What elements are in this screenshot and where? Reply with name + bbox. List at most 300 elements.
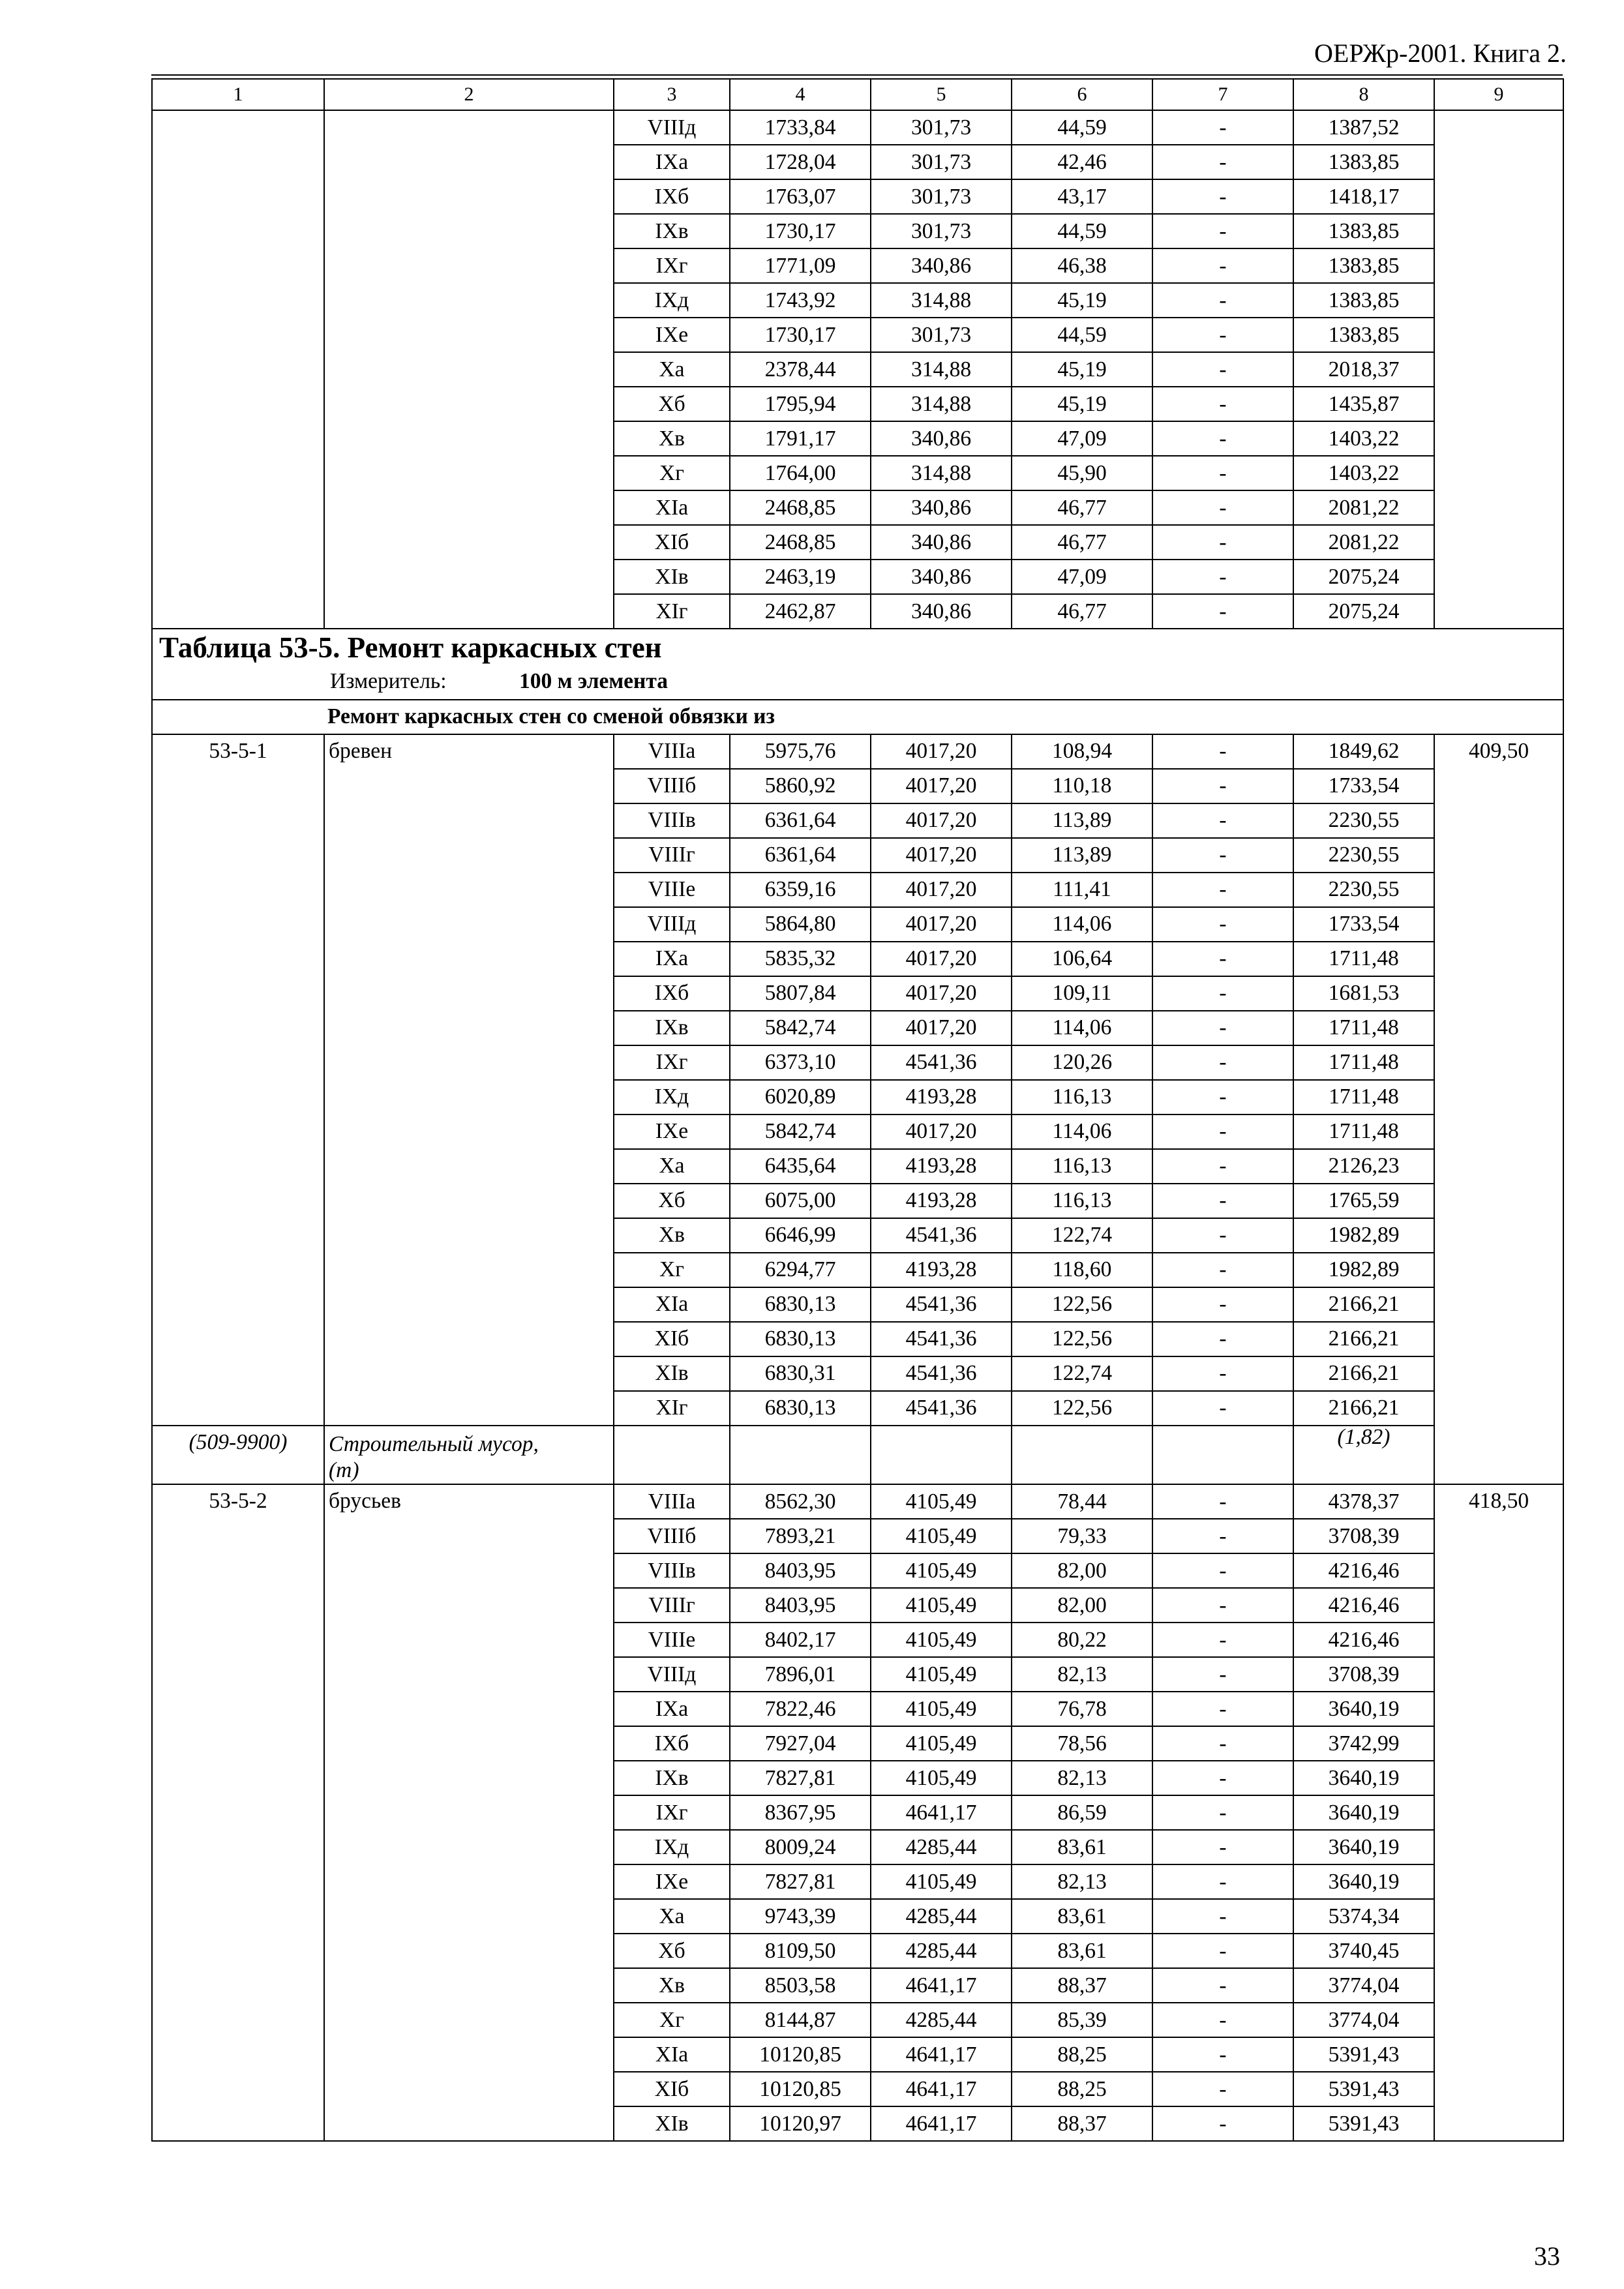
- table-cell: 8009,24: [730, 1830, 871, 1864]
- table-cell: -: [1152, 179, 1293, 214]
- table-cell: -: [1152, 1184, 1293, 1218]
- table-cell: 1711,48: [1293, 1115, 1434, 1149]
- table-cell: -: [1152, 1080, 1293, 1115]
- table-cell: IXд: [614, 283, 730, 318]
- table-cell: 122,56: [1012, 1391, 1152, 1426]
- table-cell: 78,56: [1012, 1726, 1152, 1761]
- table-cell: -: [1152, 1864, 1293, 1899]
- table-cell: 86,59: [1012, 1795, 1152, 1830]
- table-cell: IXб: [614, 976, 730, 1011]
- table-cell: -: [1152, 145, 1293, 179]
- table-cell: 47,09: [1012, 560, 1152, 594]
- table-cell: 88,37: [1012, 2106, 1152, 2141]
- table-cell: 113,89: [1012, 803, 1152, 838]
- table-cell: 78,44: [1012, 1484, 1152, 1519]
- table-cell: 4105,49: [871, 1692, 1012, 1726]
- table-cell: 4017,20: [871, 803, 1012, 838]
- debris-name-line2: (т): [329, 1458, 359, 1482]
- table-cell: 79,33: [1012, 1519, 1152, 1553]
- table-cell: 4641,17: [871, 2072, 1012, 2106]
- table-cell: 301,73: [871, 179, 1012, 214]
- table-cell: 8144,87: [730, 2003, 871, 2037]
- table-cell: -: [1152, 1011, 1293, 1045]
- empty-cell: [1012, 1426, 1152, 1484]
- table-cell: IXа: [614, 1692, 730, 1726]
- column-number: 9: [1434, 79, 1563, 110]
- table-cell: 4378,37: [1293, 1484, 1434, 1519]
- table-cell: Xа: [614, 1149, 730, 1184]
- table-cell: IXб: [614, 1726, 730, 1761]
- code-cell: [152, 110, 324, 629]
- table-cell: 4105,49: [871, 1553, 1012, 1588]
- table-cell: 1383,85: [1293, 145, 1434, 179]
- estimate-table-body: [152, 79, 1563, 2141]
- table-cell: IXг: [614, 248, 730, 283]
- table-cell: VIIIе: [614, 873, 730, 907]
- table-cell: 4017,20: [871, 942, 1012, 976]
- table-cell: 4285,44: [871, 2003, 1012, 2037]
- table-cell: 5860,92: [730, 769, 871, 803]
- table-cell: 301,73: [871, 318, 1012, 352]
- item-col9: 409,50: [1434, 734, 1563, 1484]
- column-number: 4: [730, 79, 871, 110]
- table-cell: -: [1152, 1692, 1293, 1726]
- table-cell: -: [1152, 1553, 1293, 1588]
- table-cell: 4017,20: [871, 1011, 1012, 1045]
- table-cell: 2463,19: [730, 560, 871, 594]
- table-cell: VIIIг: [614, 1588, 730, 1623]
- table-cell: 6830,13: [730, 1287, 871, 1322]
- table-cell: -: [1152, 803, 1293, 838]
- column-number-row: [152, 79, 1563, 110]
- table-cell: 4017,20: [871, 907, 1012, 942]
- table-cell: XIб: [614, 1322, 730, 1356]
- table-cell: -: [1152, 490, 1293, 525]
- table-cell: Xв: [614, 1968, 730, 2003]
- table-cell: 1982,89: [1293, 1218, 1434, 1253]
- table-cell: XIб: [614, 525, 730, 560]
- col9-cell: [1434, 110, 1563, 629]
- table-cell: -: [1152, 248, 1293, 283]
- table-cell: Xг: [614, 1253, 730, 1287]
- table-cell: 301,73: [871, 145, 1012, 179]
- table-cell: VIIIб: [614, 1519, 730, 1553]
- table-cell: VIIIв: [614, 1553, 730, 1588]
- table-cell: -: [1152, 942, 1293, 976]
- table-cell: 106,64: [1012, 942, 1152, 976]
- table-cell: -: [1152, 1830, 1293, 1864]
- table-cell: 4541,36: [871, 1045, 1012, 1080]
- table-cell: 301,73: [871, 214, 1012, 248]
- table-cell: 1743,92: [730, 283, 871, 318]
- table-cell: 5842,74: [730, 1115, 871, 1149]
- table-cell: XIв: [614, 2106, 730, 2141]
- table-cell: -: [1152, 1899, 1293, 1934]
- table-cell: 2378,44: [730, 352, 871, 387]
- table-cell: -: [1152, 1623, 1293, 1657]
- table-cell: XIа: [614, 2037, 730, 2072]
- table-cell: -: [1152, 1322, 1293, 1356]
- table-cell: 4017,20: [871, 873, 1012, 907]
- table-cell: 2081,22: [1293, 490, 1434, 525]
- table-cell: -: [1152, 734, 1293, 769]
- debris-name-line1: Строительный мусор,: [329, 1431, 539, 1456]
- table-cell: 340,86: [871, 525, 1012, 560]
- table-cell: 82,13: [1012, 1864, 1152, 1899]
- table-cell: Xв: [614, 421, 730, 456]
- table-cell: 2018,37: [1293, 352, 1434, 387]
- table-cell: Xб: [614, 1184, 730, 1218]
- table-cell: 76,78: [1012, 1692, 1152, 1726]
- table-cell: 4105,49: [871, 1623, 1012, 1657]
- table-cell: 82,13: [1012, 1657, 1152, 1692]
- table-cell: IXв: [614, 1011, 730, 1045]
- table-cell: 2230,55: [1293, 803, 1434, 838]
- table-cell: XIв: [614, 560, 730, 594]
- table-cell: 8367,95: [730, 1795, 871, 1830]
- table-cell: -: [1152, 318, 1293, 352]
- table-cell: -: [1152, 456, 1293, 490]
- table-cell: 1771,09: [730, 248, 871, 283]
- table-cell: 1791,17: [730, 421, 871, 456]
- item-name: брусьев: [324, 1484, 614, 2141]
- table-cell: 116,13: [1012, 1080, 1152, 1115]
- table-cell: 5835,32: [730, 942, 871, 976]
- table-cell: 4541,36: [871, 1218, 1012, 1253]
- table-cell: 1383,85: [1293, 283, 1434, 318]
- table-cell: 82,00: [1012, 1553, 1152, 1588]
- table-cell: -: [1152, 525, 1293, 560]
- table-cell: 118,60: [1012, 1253, 1152, 1287]
- table-cell: 3640,19: [1293, 1795, 1434, 1830]
- table-cell: 1763,07: [730, 179, 871, 214]
- table-cell: IXг: [614, 1795, 730, 1830]
- table-cell: -: [1152, 1253, 1293, 1287]
- table-cell: Xг: [614, 456, 730, 490]
- table-cell: 7927,04: [730, 1726, 871, 1761]
- table-cell: 2075,24: [1293, 594, 1434, 629]
- item-code: 53-5-2: [152, 1484, 324, 2141]
- table-cell: -: [1152, 283, 1293, 318]
- table-cell: -: [1152, 352, 1293, 387]
- table-cell: 1795,94: [730, 387, 871, 421]
- estimate-table: [151, 78, 1564, 2142]
- table-cell: -: [1152, 1218, 1293, 1253]
- table-cell: VIIIд: [614, 1657, 730, 1692]
- table-cell: 1711,48: [1293, 942, 1434, 976]
- table-cell: -: [1152, 1726, 1293, 1761]
- table-cell: Xб: [614, 1934, 730, 1968]
- table-cell: 46,77: [1012, 525, 1152, 560]
- table-cell: -: [1152, 1795, 1293, 1830]
- table-cell: XIв: [614, 1356, 730, 1391]
- table-cell: 7827,81: [730, 1864, 871, 1899]
- table-cell: 4105,49: [871, 1657, 1012, 1692]
- table-cell: IXв: [614, 1761, 730, 1795]
- table-cell: VIIIв: [614, 803, 730, 838]
- table-cell: 7827,81: [730, 1761, 871, 1795]
- table-cell: 45,19: [1012, 283, 1152, 318]
- table-cell: 47,09: [1012, 421, 1152, 456]
- table-cell: 8402,17: [730, 1623, 871, 1657]
- table-cell: IXб: [614, 179, 730, 214]
- table-cell: 4105,49: [871, 1484, 1012, 1519]
- table-cell: -: [1152, 873, 1293, 907]
- table-cell: 88,25: [1012, 2037, 1152, 2072]
- table-cell: -: [1152, 110, 1293, 145]
- page-number: 33: [1534, 2241, 1560, 2271]
- table-cell: 3640,19: [1293, 1830, 1434, 1864]
- table-cell: 3774,04: [1293, 2003, 1434, 2037]
- table-cell: IXв: [614, 214, 730, 248]
- table-cell: 83,61: [1012, 1934, 1152, 1968]
- column-number: 6: [1012, 79, 1152, 110]
- table-cell: 111,41: [1012, 873, 1152, 907]
- table-cell: 8109,50: [730, 1934, 871, 1968]
- table-cell: 88,25: [1012, 2072, 1152, 2106]
- table-cell: 7822,46: [730, 1692, 871, 1726]
- table-cell: 3742,99: [1293, 1726, 1434, 1761]
- table-cell: 1711,48: [1293, 1045, 1434, 1080]
- table-cell: 340,86: [871, 560, 1012, 594]
- table-cell: 340,86: [871, 248, 1012, 283]
- table-cell: 301,73: [871, 110, 1012, 145]
- table-cell: 4641,17: [871, 2037, 1012, 2072]
- table-cell: 1383,85: [1293, 214, 1434, 248]
- debris-row: [152, 1426, 1563, 1484]
- empty-cell: [614, 1426, 730, 1484]
- table-cell: 1418,17: [1293, 179, 1434, 214]
- table-cell: -: [1152, 421, 1293, 456]
- table-cell: 1733,84: [730, 110, 871, 145]
- table-cell: 122,74: [1012, 1218, 1152, 1253]
- table-cell: 2166,21: [1293, 1356, 1434, 1391]
- table-cell: 1681,53: [1293, 976, 1434, 1011]
- table-cell: -: [1152, 976, 1293, 1011]
- table-row: [152, 1484, 1563, 1519]
- empty-cell: [871, 1426, 1012, 1484]
- table-cell: 314,88: [871, 352, 1012, 387]
- table-cell: 1383,85: [1293, 318, 1434, 352]
- table-cell: 1435,87: [1293, 387, 1434, 421]
- table-cell: 46,38: [1012, 248, 1152, 283]
- table-cell: 4017,20: [871, 976, 1012, 1011]
- table-cell: 4193,28: [871, 1253, 1012, 1287]
- table-cell: XIг: [614, 1391, 730, 1426]
- table-cell: 5842,74: [730, 1011, 871, 1045]
- column-number: 1: [152, 79, 324, 110]
- table-row: [152, 734, 1563, 769]
- table-cell: -: [1152, 838, 1293, 873]
- table-cell: 4193,28: [871, 1184, 1012, 1218]
- table-cell: IXг: [614, 1045, 730, 1080]
- table-cell: 5975,76: [730, 734, 871, 769]
- table-cell: 1764,00: [730, 456, 871, 490]
- column-number: 2: [324, 79, 614, 110]
- table-cell: IXд: [614, 1080, 730, 1115]
- table-cell: 5864,80: [730, 907, 871, 942]
- table-cell: 4285,44: [871, 1934, 1012, 1968]
- table-cell: 83,61: [1012, 1899, 1152, 1934]
- item-col9: 418,50: [1434, 1484, 1563, 2141]
- unit-value: 100 м элемента: [519, 669, 668, 693]
- table-cell: 1403,22: [1293, 456, 1434, 490]
- unit-line: [159, 670, 1559, 693]
- table-cell: 44,59: [1012, 214, 1152, 248]
- table-cell: 4105,49: [871, 1519, 1012, 1553]
- table-cell: 4641,17: [871, 1968, 1012, 2003]
- table-cell: 2468,85: [730, 525, 871, 560]
- table-cell: -: [1152, 1934, 1293, 1968]
- table-cell: -: [1152, 560, 1293, 594]
- table-cell: 2081,22: [1293, 525, 1434, 560]
- table-cell: -: [1152, 1391, 1293, 1426]
- table-cell: 6294,77: [730, 1253, 871, 1287]
- table-cell: 4193,28: [871, 1149, 1012, 1184]
- table-cell: 1982,89: [1293, 1253, 1434, 1287]
- table-cell: 4285,44: [871, 1830, 1012, 1864]
- table-cell: 1403,22: [1293, 421, 1434, 456]
- table-cell: -: [1152, 1519, 1293, 1553]
- table-cell: 6075,00: [730, 1184, 871, 1218]
- table-cell: -: [1152, 594, 1293, 629]
- table-cell: 82,00: [1012, 1588, 1152, 1623]
- table-cell: 5391,43: [1293, 2037, 1434, 2072]
- table-cell: 8403,95: [730, 1553, 871, 1588]
- debris-code: (509-9900): [152, 1426, 324, 1484]
- table-cell: 2166,21: [1293, 1322, 1434, 1356]
- table-cell: 7893,21: [730, 1519, 871, 1553]
- table-cell: 4105,49: [871, 1761, 1012, 1795]
- table-cell: VIIIг: [614, 838, 730, 873]
- column-number: 7: [1152, 79, 1293, 110]
- table-cell: 44,59: [1012, 318, 1152, 352]
- table-cell: 1733,54: [1293, 769, 1434, 803]
- table-cell: 10120,97: [730, 2106, 871, 2141]
- table-cell: -: [1152, 1968, 1293, 2003]
- table-cell: 2126,23: [1293, 1149, 1434, 1184]
- unit-label: Измеритель:: [330, 669, 447, 693]
- table-cell: -: [1152, 387, 1293, 421]
- table-cell: 10120,85: [730, 2072, 871, 2106]
- table-cell: VIIIб: [614, 769, 730, 803]
- table-cell: 4216,46: [1293, 1623, 1434, 1657]
- table-cell: 1383,85: [1293, 248, 1434, 283]
- table-cell: XIа: [614, 1287, 730, 1322]
- table-cell: 1849,62: [1293, 734, 1434, 769]
- table-cell: XIа: [614, 490, 730, 525]
- table-cell: 2230,55: [1293, 838, 1434, 873]
- table-cell: Xг: [614, 2003, 730, 2037]
- table-cell: -: [1152, 1115, 1293, 1149]
- table-cell: -: [1152, 1761, 1293, 1795]
- table-cell: -: [1152, 1045, 1293, 1080]
- table-cell: 45,90: [1012, 456, 1152, 490]
- table-cell: 88,37: [1012, 1968, 1152, 2003]
- table-cell: XIг: [614, 594, 730, 629]
- table-cell: 314,88: [871, 387, 1012, 421]
- table-cell: VIIIа: [614, 734, 730, 769]
- table-cell: 2462,87: [730, 594, 871, 629]
- table-cell: 8503,58: [730, 1968, 871, 2003]
- table-cell: 4541,36: [871, 1322, 1012, 1356]
- table-cell: 1733,54: [1293, 907, 1434, 942]
- empty-cell: [730, 1426, 871, 1484]
- table-cell: -: [1152, 214, 1293, 248]
- table-cell: 1730,17: [730, 214, 871, 248]
- table-cell: 116,13: [1012, 1184, 1152, 1218]
- table-cell: 4193,28: [871, 1080, 1012, 1115]
- column-number: 3: [614, 79, 730, 110]
- table-cell: IXе: [614, 1864, 730, 1899]
- table-cell: 6830,31: [730, 1356, 871, 1391]
- table-cell: -: [1152, 2003, 1293, 2037]
- table-cell: IXа: [614, 942, 730, 976]
- table-cell: IXе: [614, 1115, 730, 1149]
- table-cell: 6359,16: [730, 873, 871, 907]
- table-cell: 4017,20: [871, 734, 1012, 769]
- table-cell: 5391,43: [1293, 2106, 1434, 2141]
- table-cell: 8403,95: [730, 1588, 871, 1623]
- table-cell: 4017,20: [871, 1115, 1012, 1149]
- table-cell: 3708,39: [1293, 1519, 1434, 1553]
- table-cell: 82,13: [1012, 1761, 1152, 1795]
- table-cell: -: [1152, 2037, 1293, 2072]
- table-cell: 314,88: [871, 283, 1012, 318]
- table-cell: 314,88: [871, 456, 1012, 490]
- table-title-row: [152, 629, 1563, 700]
- table-cell: IXд: [614, 1830, 730, 1864]
- table-cell: 42,46: [1012, 145, 1152, 179]
- table-cell: 4641,17: [871, 2106, 1012, 2141]
- table-cell: 85,39: [1012, 2003, 1152, 2037]
- table-cell: 2468,85: [730, 490, 871, 525]
- table-cell: 120,26: [1012, 1045, 1152, 1080]
- table-cell: 6830,13: [730, 1322, 871, 1356]
- table-cell: 9743,39: [730, 1899, 871, 1934]
- subheading-row: [152, 700, 1563, 734]
- table-cell: VIIIа: [614, 1484, 730, 1519]
- table-cell: 4216,46: [1293, 1588, 1434, 1623]
- table-cell: -: [1152, 2106, 1293, 2141]
- item-name: бревен: [324, 734, 614, 1426]
- table-cell: 114,06: [1012, 1011, 1152, 1045]
- table-cell: 2166,21: [1293, 1287, 1434, 1322]
- table-cell: 1730,17: [730, 318, 871, 352]
- table-cell: -: [1152, 769, 1293, 803]
- table-cell: -: [1152, 907, 1293, 942]
- table-cell: 109,11: [1012, 976, 1152, 1011]
- table-cell: 6646,99: [730, 1218, 871, 1253]
- table-cell: 4541,36: [871, 1391, 1012, 1426]
- table-cell: 3740,45: [1293, 1934, 1434, 1968]
- table-cell: IXе: [614, 318, 730, 352]
- table-cell: 4017,20: [871, 769, 1012, 803]
- table-row: [152, 110, 1563, 145]
- table-cell: 6373,10: [730, 1045, 871, 1080]
- table-cell: Xа: [614, 1899, 730, 1934]
- table-cell: 4285,44: [871, 1899, 1012, 1934]
- table-cell: 2075,24: [1293, 560, 1434, 594]
- header-rule: [151, 74, 1563, 76]
- table-cell: 4105,49: [871, 1588, 1012, 1623]
- table-cell: VIIIе: [614, 1623, 730, 1657]
- table-cell: 340,86: [871, 594, 1012, 629]
- table-cell: 340,86: [871, 421, 1012, 456]
- table-title-cell: [152, 629, 1563, 700]
- table-cell: 2230,55: [1293, 873, 1434, 907]
- table-cell: 4017,20: [871, 838, 1012, 873]
